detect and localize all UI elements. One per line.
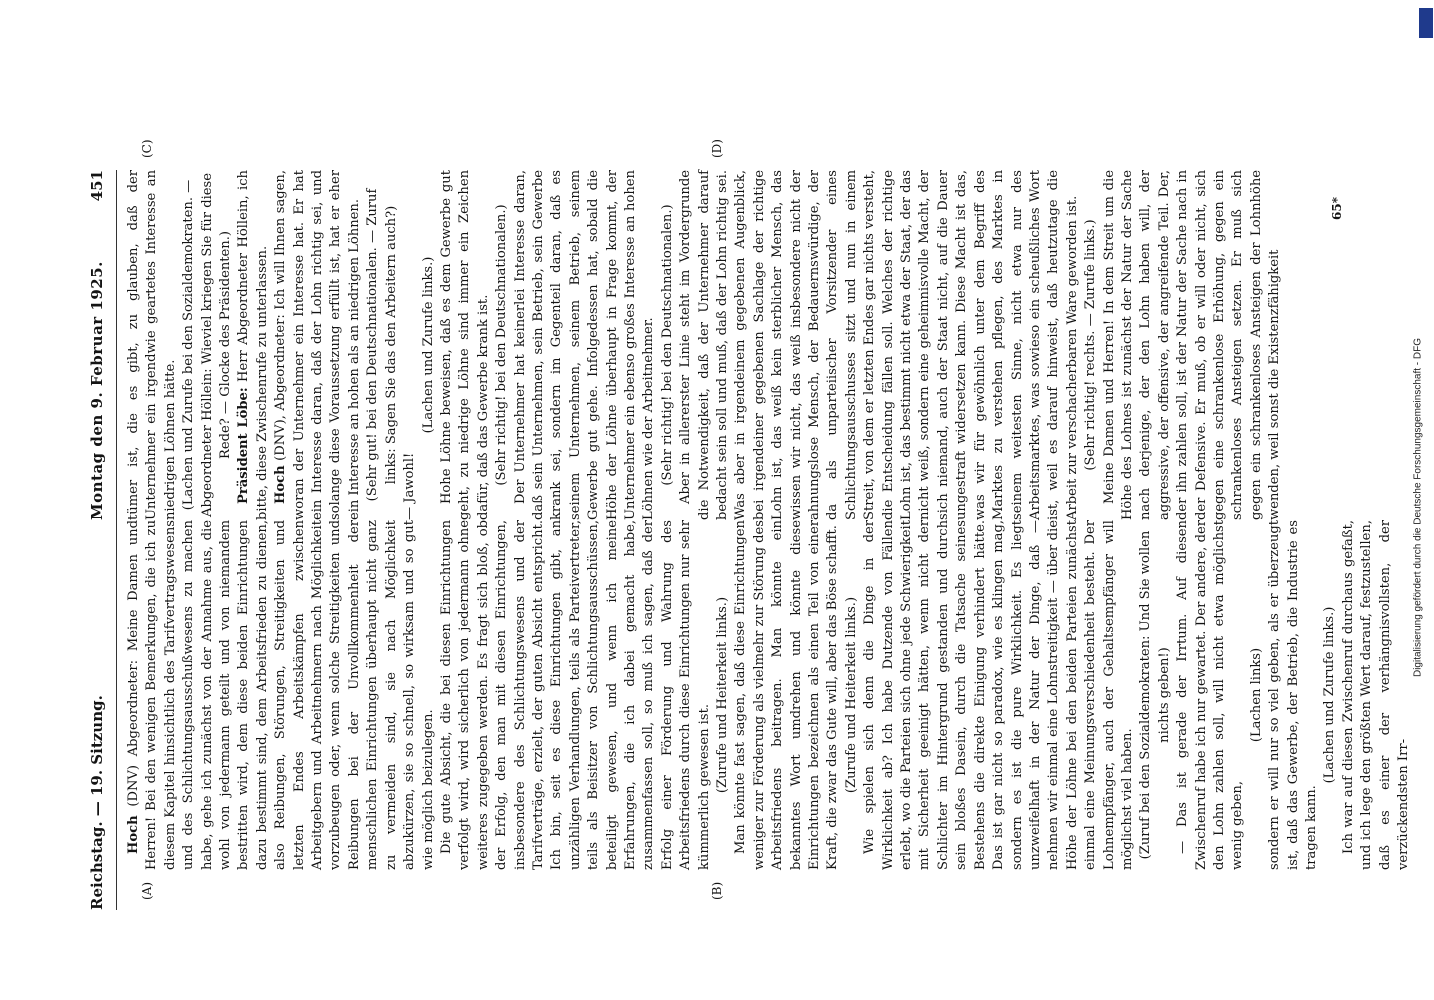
speaker-name: Hoch [273, 465, 289, 504]
header-left: Reichstag. — 19. Sitzung. [88, 695, 106, 910]
interjection: (Sehr richtig! bei den Deutschnationalen.) [659, 204, 675, 486]
paragraph: — Das ist gerade der Irrtum. Auf diesen Zwischenruf habe ich nur gewartet. Der andere, der den Lohn zahlen soll, will nicht etwa möglichst wenig geben, [1175, 520, 1246, 870]
page-header [88, 0, 118, 1000]
interjection: (Lachen und Zurufe links.) [1322, 606, 1338, 784]
digitization-credit [1412, 12, 1432, 992]
margin-mark-d: (D) [710, 139, 724, 158]
speech-text: (DNV) Abgeordneter: Meine Damen und Herren! Bei den wenigen Bemerkungen, die ich zu diesem Kapitel hinsichtlich des Tarifvertragswesens und des Schlichtungsausschußwesens zu machen habe, gehe ich zunächst von der Annahme aus, die wohl von jedermann geteilt und von niemandem bestritten wird, dem diese beiden Einrichtungen dazu bestimmt sind, dem Arbeitsfrieden zu dienen, also Reibungen, Störungen, Streitigkeiten und letzten Endes Arbeitskämpfen zwischen Arbeitgebern und Arbeitnehmern nach Möglichkeit vorzubeugen oder, wenn solche Streitigkeiten und Reibungen bei der Unvollkommenheit der menschlichen Einrichtungen überhaupt nicht ganz zu vermeiden sind, sie nach Möglichkeit abzukürzen, sie so schnell, so wirksam und so gut wie möglich beizulegen. [126, 520, 436, 870]
page-number: 451 [88, 170, 106, 202]
credit-text: Digitalisierung gefördert durch die Deutsche Forschungsgemeinschaft - DFG [1412, 337, 1424, 678]
interjection: (Lachen und Zurufe bei den Sozialdemokraten. — Abgeordneter Höllein: Wieviel kriegen Sie für diese Rede? — Glocke des Präsidenten.) [181, 173, 234, 517]
speaker-name: Hoch [126, 815, 141, 854]
margin-mark-b: (B) [710, 881, 724, 900]
text-column-left [125, 520, 1413, 870]
margin-mark-a: (A) [140, 881, 154, 900]
paragraph: Man könnte fast sagen, daß diese Einrichtungen weniger zur Förderung als vielmehr zur Störung des Arbeitsfriedens beitragen. Man könnte ein bekanntes Wort umdrehen und könnte diese Einrichtungen bezeichnen als einen Teil von einer Kraft, die zwar das Gute will, aber das Böse schafft. [733, 520, 841, 870]
paragraph: Ich war auf diesen Zwischenruf durchaus gefaßt, und ich lege den größten Wert darauf, festzustellen, daß es einer der verhängnisvollsten, der verzückendsten Irr- [1340, 520, 1412, 870]
paragraph: sondern er will nur so viel geben, als er überzeugt ist, daß das Gewerbe, der Betrieb, die Industrie es tragen kann. [1267, 520, 1319, 870]
paragraph: Der Unternehmer hat keinerlei Interesse daran, daß sein Unternehmen, sein Betrieb, sein Gewerbe krank sei, sondern im Gegenteil daran, daß es seinem Unternehmen, seinem Betrieb, seinem Gewerbe gut gehe. Infolgedessen hat, sobald die Höhe der Löhne überhaupt in Frage kommt, der Unternehmer ein ebenso großes Interesse an hohen Löhnen wie der Arbeitnehmer. [512, 170, 657, 520]
interjection: (Sehr richtig! bei den Deutschnationalen.) [494, 204, 510, 486]
signature-mark: 65* [1330, 197, 1344, 220]
speech-text: (DNV), Abgeordneter: Ich will Ihnen sagen, woran der Unternehmer ein Interesse hat. Er hat ein Interesse daran, daß der Lohn richtig sei, und solange diese Voraussetzung erfüllt ist, hat er eher ein Interesse an hohen als an niedrigen Löhnen. [273, 170, 362, 520]
interjection: (Lachen links) [1248, 647, 1264, 743]
header-rule [116, 170, 117, 910]
speaker-name: Präsident Löbe: [236, 387, 252, 504]
speech-paragraph [272, 170, 364, 520]
speech-text: Herr Abgeordneter Höllein, ich bitte, diese Zwischenrufe zu unterlassen. [236, 170, 270, 520]
paragraph: tümer ist, die es gibt, zu glauben, daß der Unternehmer ein irgendwie geartetes Interesse an niedrigen Löhnen hätte. [126, 170, 178, 520]
interjection: (Zuruf bei den Sozialdemokraten: Und Sie wollen nichts geben!) [1138, 530, 1172, 860]
paragraph: Wie spielen sich denn die Dinge in der Wirklichkeit ab? Ich habe Dutzende von Fällen erlebt, wo die Parteien sich ohne jede Schwierigkeit mit Sicherheit geeinigt hätten, wenn nicht der Schlichter im Hintergrund gestanden und durch sein bloßes Dasein, durch die Tatsache seines Bestehens die direkte Einigung verhindert hätte. Das ist gar nicht so paradox, wie es klingen mag, sondern es ist die pure Wirklichkeit. Es liegt unzweifelhaft in der Natur der Dinge, daß — nehmen wir einmal eine Lohnstreitigkeit — über die Höhe der Löhne bei den beiden Parteien zunächst einmal eine Meinungsverschiedenheit besteht. Der Lohnempfänger, auch der Gehaltsempfänger will möglichst viel haben. [862, 520, 1135, 870]
interjection: (Lachen und Zurufe links.) [420, 256, 436, 434]
interjection: (Sehr richtig! rechts. — Zurufe links.) [1083, 219, 1099, 471]
paragraph: Aber in allererster Linie steht im Vordergrunde die Notwendigkeit, daß der Unternehmer darauf bedacht sein soll und muß, daß der Lohn richtig sei. Was aber in irgendeinem gegebenen Augenblick, bei irgendeiner gegebenen Sachlage der richtige Lohn ist, das weiß kein sterblicher Mensch, das wissen wir nicht, das weiß insbesondere nicht der ahnungslose Mensch, der Bedauernswürdige, der da als unparteiischer Vorsitzender eines Schlichtungsausschusses sitzt und nun in einem Streit, von dem er letzten Endes gar nichts versteht, die Entscheidung fällen soll. Welches der richtige Lohn ist, das bestimmt nicht etwa der Staat, der das nicht weiß, sondern eine geheimnisvolle Macht, der sich niemand, auch der Staat nicht, auf die Dauer ungestraft widersetzen kann. Diese Macht ist das, was wir für gewöhnlich unter dem Begriff des Marktes zu verstehen pflegen, des Marktes in seinem weitesten Sinne, nicht etwa nur des Arbeitsmarktes, was sowieso ein scheußliches Wort ist, weil es darauf hinweist, daß heutzutage die Arbeit zur verschacherbaren Ware geworden ist. [678, 170, 1080, 520]
paragraph: Die gute Absicht, die bei diesen Einrichtungen verfolgt wird, wird sicherlich von jedermann ohne weiteres zugegeben werden. Es fragt sich bloß, ob der Erfolg, den man mit diesen Einrichtungen, insbesondere des Schlichtungswesens und der Tarifverträge, erzielt, der guten Absicht entspricht. Ich bin, seit es diese Einrichtungen gibt, an unzähligen Verhandlungen, teils als Parteivertreter, teils als Beisitzer von Schlichtungsausschüssen, beteiligt gewesen, und wenn ich meine Erfahrungen, die ich dabei gemacht habe, zusammenfassen soll, so muß ich sagen, daß der Erfolg einer Förderung und Wahrung des Arbeitsfriedens durch diese Einrichtungen nur sehr kümmerlich gewesen ist. [438, 520, 712, 870]
interjection: (Sehr gut! bei den Deutschnationalen. — Zuruf links: Sagen Sie das den Arbeitern auch?) [365, 188, 399, 502]
speech-paragraph [125, 520, 438, 870]
paragraph: Hohe Löhne beweisen, daß es dem Gewerbe gut geht, zu niedrige Löhne sind immer ein Zeichen dafür, daß das Gewerbe krank ist. [438, 170, 491, 520]
header-date: Montag den 9. Februar 1925. [88, 261, 106, 520]
paragraph: Meine Damen und Herren! In dem Streit um die Höhe des Lohnes ist zunächst der Natur der Sache nach derjenige, der den Lohn haben will, der aggressive, der offensive, der angreifende Teil. Der, der ihn zahlen soll, ist der Natur der Sache nach in der Defensive. Er muß, ob er will oder nicht, sich gegen eine schrankenlose Erhöhung, gegen ein schrankenloses Ansteigen setzen. Er muß sich gegen ein schrankenloses Ansteigen der Lohnhöhe wenden, weil sonst die Existenzfähigkeit [1101, 170, 1283, 520]
interjection: (Zurufe und Heiterkeit links.) [843, 596, 859, 794]
text-column-right [125, 170, 1285, 520]
interjection: (Zurufe und Heiterkeit links.) [715, 596, 730, 794]
paragraph: — Jawohl! [402, 452, 418, 520]
speech-paragraph [235, 170, 272, 520]
margin-mark-c: (C) [140, 139, 154, 158]
